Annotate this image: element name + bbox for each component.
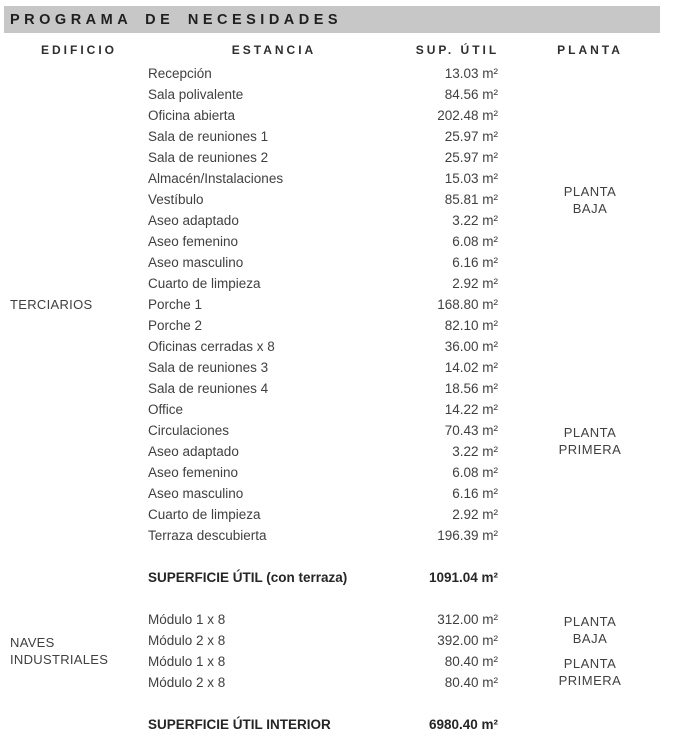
sup-util-cell: 15.03 m²	[444, 171, 498, 186]
document-page	[0, 6, 675, 735]
planta-label: PLANTA BAJA	[563, 614, 617, 646]
sup-util-cell: 3.22 m²	[452, 213, 498, 228]
estancia-cell: Módulo 1 x 8	[148, 654, 226, 669]
estancia-cell: Oficinas cerradas x 8	[148, 339, 275, 354]
sup-util-cell: 14.02 m²	[444, 360, 498, 375]
estancia-cell: Sala polivalente	[148, 87, 244, 102]
estancia-cell: Aseo masculino	[148, 486, 244, 501]
estancia-cell: Circulaciones	[148, 423, 230, 438]
sup-util-cell: 14.22 m²	[444, 402, 498, 417]
sup-util-cell: 85.81 m²	[444, 192, 498, 207]
estancia-cell: Módulo 2 x 8	[148, 633, 226, 648]
estancia-cell: Sala de reuniones 2	[148, 150, 269, 165]
column-header-estancia: ESTANCIA	[231, 43, 317, 57]
estancia-cell: Aseo masculino	[148, 255, 244, 270]
sup-util-cell: 6.16 m²	[452, 255, 498, 270]
sup-util-cell: 6.16 m²	[452, 486, 498, 501]
table-row	[10, 609, 665, 630]
sup-util-cell: 6.08 m²	[452, 465, 498, 480]
sup-util-cell: 84.56 m²	[444, 87, 498, 102]
summary-label: SUPERFICIE ÚTIL INTERIOR	[148, 717, 331, 732]
estancia-cell: Porche 1	[148, 297, 203, 312]
planta-cell	[515, 336, 665, 546]
spacer-row	[10, 588, 665, 609]
estancia-cell: Módulo 1 x 8	[148, 612, 226, 627]
estancia-cell: Sala de reuniones 1	[148, 129, 269, 144]
summary-value: 6980.40 m²	[428, 717, 498, 732]
estancia-cell: Sala de reuniones 3	[148, 360, 269, 375]
estancia-cell: Aseo femenino	[148, 465, 239, 480]
sup-util-cell: 312.00 m²	[437, 612, 498, 627]
sup-util-cell: 202.48 m²	[437, 108, 498, 123]
sup-util-cell: 25.97 m²	[444, 129, 498, 144]
planta-cell	[515, 63, 665, 336]
estancia-cell: Cuarto de limpieza	[148, 507, 261, 522]
estancia-cell: Sala de reuniones 4	[148, 381, 269, 396]
edificio-label: TERCIARIOS	[10, 297, 93, 312]
spacer-row	[10, 546, 665, 567]
planta-cell	[515, 609, 665, 651]
sup-util-cell: 196.39 m²	[437, 528, 498, 543]
estancia-cell: Recepción	[148, 66, 212, 81]
spacer-cell	[10, 588, 665, 609]
edificio-label: NAVES INDUSTRIALES	[10, 635, 109, 667]
spacer-cell	[10, 693, 665, 714]
estancia-cell: Cuarto de limpieza	[148, 276, 261, 291]
summary-label: SUPERFICIE ÚTIL (con terraza)	[148, 570, 348, 585]
table-row	[10, 63, 665, 84]
estancia-cell: Office	[148, 402, 184, 417]
estancia-cell: Aseo adaptado	[148, 444, 239, 459]
planta-label: PLANTA PRIMERA	[558, 425, 622, 457]
sup-util-cell: 13.03 m²	[444, 66, 498, 81]
sup-util-cell: 25.97 m²	[444, 150, 498, 165]
sup-util-cell: 80.40 m²	[444, 675, 498, 690]
sup-util-cell: 18.56 m²	[444, 381, 498, 396]
sup-util-cell: 70.43 m²	[444, 423, 498, 438]
sup-util-cell: 80.40 m²	[444, 654, 498, 669]
estancia-cell: Terraza descubierta	[148, 528, 267, 543]
program-table-body	[10, 63, 665, 735]
estancia-cell: Porche 2	[148, 318, 203, 333]
estancia-cell: Oficina abierta	[148, 108, 236, 123]
summary-value: 1091.04 m²	[428, 570, 498, 585]
sup-util-cell: 168.80 m²	[437, 297, 498, 312]
page-title: PROGRAMA DE NECESIDADES	[10, 11, 343, 28]
edificio-cell	[10, 609, 148, 693]
estancia-cell: Almacén/Instalaciones	[148, 171, 284, 186]
estancia-cell: Aseo adaptado	[148, 213, 239, 228]
planta-cell	[515, 651, 665, 693]
planta-label: PLANTA BAJA	[563, 183, 617, 216]
summary-edificio-cell	[10, 714, 148, 735]
sup-util-cell: 82.10 m²	[444, 318, 498, 333]
summary-planta-cell	[515, 567, 665, 588]
title-bar	[4, 6, 660, 33]
summary-planta-cell	[515, 714, 665, 735]
estancia-cell: Módulo 2 x 8	[148, 675, 226, 690]
summary-row	[10, 714, 665, 735]
column-header-edificio: EDIFICIO	[40, 43, 117, 57]
estancia-cell: Aseo femenino	[148, 234, 239, 249]
column-header-planta: PLANTA	[557, 43, 623, 57]
summary-row	[10, 567, 665, 588]
spacer-cell	[10, 546, 665, 567]
sup-util-cell: 392.00 m²	[437, 633, 498, 648]
spacer-row	[10, 693, 665, 714]
sup-util-cell: 6.08 m²	[452, 234, 498, 249]
sup-util-cell: 3.22 m²	[452, 444, 498, 459]
edificio-cell	[10, 63, 148, 546]
sup-util-cell: 2.92 m²	[452, 507, 498, 522]
summary-edificio-cell	[10, 567, 148, 588]
sup-util-cell: 36.00 m²	[444, 339, 498, 354]
table-header	[10, 37, 665, 63]
column-header-sup-util: SUP. ÚTIL	[415, 43, 500, 57]
header-row	[10, 37, 665, 63]
estancia-cell: Vestíbulo	[148, 192, 204, 207]
planta-label: PLANTA PRIMERA	[558, 656, 622, 688]
program-table	[10, 37, 665, 735]
sup-util-cell: 2.92 m²	[452, 276, 498, 291]
